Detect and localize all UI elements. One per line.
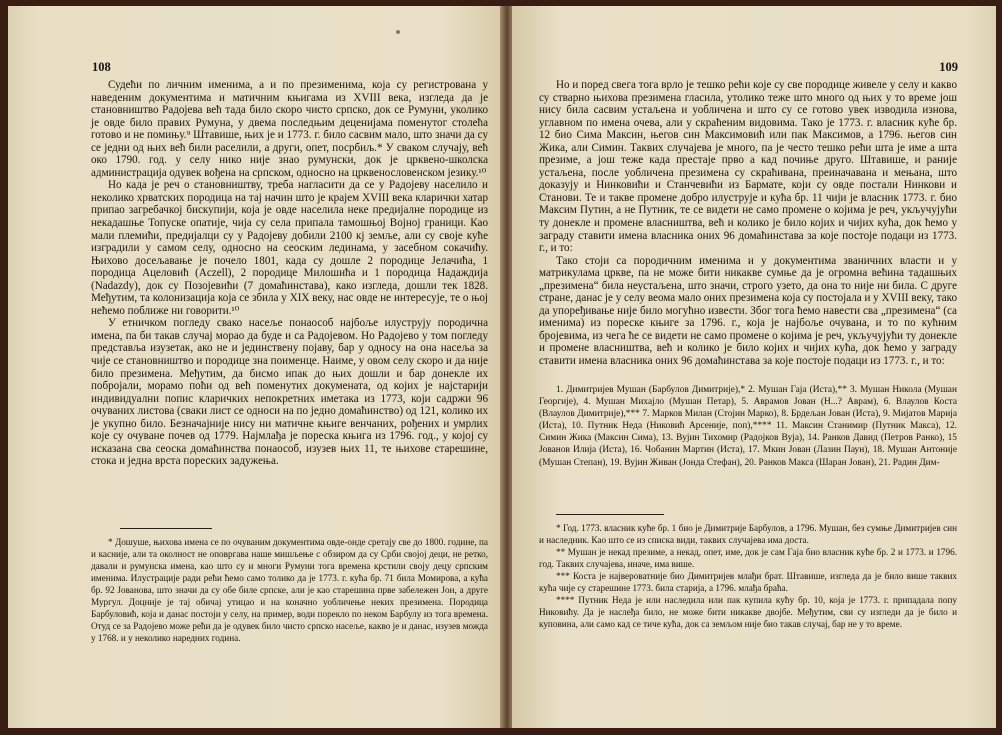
left-body-text	[91, 79, 488, 468]
right-page	[512, 6, 996, 728]
household-list	[539, 384, 957, 469]
footnote: * Дошуше, њихова имена се по очуваним документима овде-онде сретају све до 1800. године, па и касније, али та околност не оповргава наше мишљење с обзиром да су Срби својој деци, не ретко, давали и румунска имена, као што су и многи Румуни тога времена крстили своју децу српским именима. Илустрације ради рећи ћемо само толико да је 1773. г. кућа бр. 71 била Момирова, а кућа бр. 92 Јованова, што значи да су обе биле српске, али је као старешина прве забележен Јон, а друге Мургул. Доцније је тај обичај утицао и на коначно уобличење неких презимена. Породица Барбуловић, која и данас постоји у селу, на пример, води порекло по неком Барбулу из тога времена. Отуд се за Радојево може рећи да је одувек било чисто српско насеље, какво је и данас, изузев можда у 1768. и у неколико наредних година.	[91, 537, 488, 644]
list-item: 1. Димитријев Мушан (Барбулов Димитрије),* 2. Мушан Гаја (Иста),** 3. Мушан Никола (Мушан Георгије), 4. Мушан Михајло (Мушан Петар), 5. Аврамов Јован (Н...? Аврам), 6. Влаулов Коста (Влаулов Димитрије),*** 7. Марков Милан (Стојин Марко), 8. Брдељан Јован (Иста), 9. Мијатов Марија (Иста), 10. Путник Неда (Никовић Арсеније, поп),**** 11. Максин Станимир (Путник Макса), 12. Симин Жика (Максин Сима), 13. Вујин Тихомир (Радојков Вуја), 14. Ранков Давид (Петров Ранко), 15 Јованов Илија (Иста), 16. Чобанин Мартин (Иста), 17. Мкин Јован (Лазин Паун), 18. Мушан Антоније (Мушан Степан), 19. Вујин Живан (Јонда Стефан), 20. Ранков Макса (Шаран Јован), 21. Радин Дим-	[539, 385, 957, 468]
left-footnotes	[91, 536, 488, 644]
paragraph: Но и поред свега тога врло је тешко рећи које су све породице живеле у селу и какво су стварно њихова презимена гласила, утолико теже што много од њих у то време још нису била сасвим устаљена и уобличена и што су се готово увек изводила изнова, углавном по имена очева, али у скраћеним видовима. Тако је 1773. г. власник куће бр. 12 био Сима Максин, његов син Максимовић или пак Максимов, а 1796. његов син Жика, али Симин. Таквих случајева је много, па је често тешко рећи шта је име а шта презиме, а још теже када престаје прво а кад почиње друго. Штавише, и раније устаљена, после уобличена презимена су скраћивана, преиначавана и мењана, што доказују и Нинковићи и Станчевићи из Бармате, који су овде постали Нинкови и Станови. Те и такве промене добро илуструје и кућа бр. 11 чији је власник 1773. г. био Максим Путин, а не Путник, те се видети не само промене о којима је реч, укључујући ту донекле и промене власништва, већ и колико је било којих и чијих кућа, док ћемо у заграду ставити имена власника оних 96 домаћинстава за које постоје подаци из 1773. г., и то:	[539, 79, 957, 255]
footnote: *** Коста је највероватније био Димитријев млађи брат. Штавише, изгледа да је било више таквих кућа чије су старешине 1773. била старија, а 1796. млађа браћа.	[539, 571, 957, 594]
paragraph: Но када је реч о становништву, треба нагласити да се у Радојеву населило и неколико хрватских породица на тај начин што је крајем XVIII века кларички хатар припао загребачкој бискупији, која је овде населила неке предијалне породице из некадашње Топуске опатије, чија су села припала тамошњој Војној граници. Као мали племићи, предијалци су у Радојеву добили 2100 кј земље, али су своје куће изградили у самом селу, односно на сеоским лединама, у засебном сокачићу. Њихово досељавање је почело 1801, када су дошле 2 породице Јелачића, 1 породица Ацеловић (Aczell), 2 породице Милошића и 1 породица Надаждија (Nadazdy), док су Позојевићи (7 домаћинстава), како изгледа, дошли тек 1828. Међутим, та колонизација која се збила у XIX веку, нас овде не интересује, те о њој нећемо поближе ни говорити.¹⁰	[91, 179, 488, 317]
right-footnotes	[539, 522, 957, 630]
footnote-rule	[120, 528, 212, 529]
paragraph: Судећи по личним именима, а и по презименима, која су регистрована у наведеним документима и матичним књигама из XVIII века, изгледа да је становништво Радојева већ тада било скоро чисто српско, док се Румуни, уколико је овде било правих Румуна, у двема последњим деценијама поменутог столећа готово и не помињу.⁹ Штавише, њих је и 1773. г. било сасвим мало, што значи да су се једни од њих већ били раселили, а други, опет, посрбиљ.* У сваком случају, већ око 1790. год. у селу нико није знао румунски, док је црквено-школска администрација одувек вођена на српском, односно на црквенословенском језику.¹⁰	[91, 79, 488, 179]
paragraph: У етничком погледу свако насеље понаособ најбоље илуструју породична имена, па би такав случај морао да буде и са Радојевом. Но Радојево у том погледу представља изузетак, ако не и јединствену појаву, бар у односу на она насеља за чије се становништво и породице зна поименце. Наиме, у овом селу скоро и да није било презимена. Међутим, да бисмо ипак до њих дошли и бар донекле их побројали, морамо поћи од већ поменутих докумената, од којих је најстарији индивидуални попис кларичких непокретних иметака из 1773, који садржи 96 очуваних листова (сваки лист се односи на по једно домаћинство) од 121, колико их је укупно било. Безначајније нису ни матичне књиге венчаних, рођених и умрлих које су очуване почев од 1779. Најмлађа је пореска књига из 1796. год., у којој су исказана сва сеоска домаћинства понаособ, изузев њих 11, те њихове старешине, стока и једна врста пореских задужења.	[91, 317, 488, 468]
footnote-rule	[556, 514, 664, 515]
footnote: ** Мушан је некад презиме, а некад, опет, име, док је сам Гаја био власник куће бр. 2 и 1773. и 1796. год. Таквих случајева, иначе, има више.	[539, 547, 957, 570]
page-number-right: 109	[939, 60, 958, 74]
page-number-left: 108	[92, 60, 111, 74]
left-page	[8, 6, 502, 728]
footnote: **** Путник Неда је или наследила или пак купила кућу бр. 10, која је 1773. г. припадала попу Никовићу. Да је наслеђа било, не може бити никакве двојбе. Међутим, сви су изгледи да је било и куповина, али само кад се тиче кућа, док са земљом није био такав случај, бар не у то време.	[539, 595, 957, 630]
page-mark	[396, 30, 400, 34]
paragraph: Тако стоји са породичним именима и у документима званичних власти и у матрикулама цркве, па не може бити никакве сумње да је огромна већина тадашњих „презимена“ била неустаљена, што значи, строго узето, да она то није ни била. С друге стране, данас је у селу веома мало оних презимена која су постојала и у XVIII веку, тако да упоређивање није било могућно извести. Због тога ћемо навести сва „презимена“ (са именима) из пореске књиге за 1796. г., која је најбоље очувана, и то по кућним бројевима, из чега ће се видети не само промене о којима је реч, укључујући ту донекле и промене власништва, већ и колико је било којих и чијих кућа, док ћемо у заграду ставити имена власника оних 96 домаћинстава за које постоје подаци из 1773. г., и то:	[539, 254, 957, 368]
footnote: * Год. 1773. власник куће бр. 1 био је Димитрије Барбулов, а 1796. Мушан, без сумње Димитријев син и наследник. Као што се из списка види, таквих случајева има доста.	[539, 523, 957, 546]
right-body-text	[539, 79, 957, 368]
